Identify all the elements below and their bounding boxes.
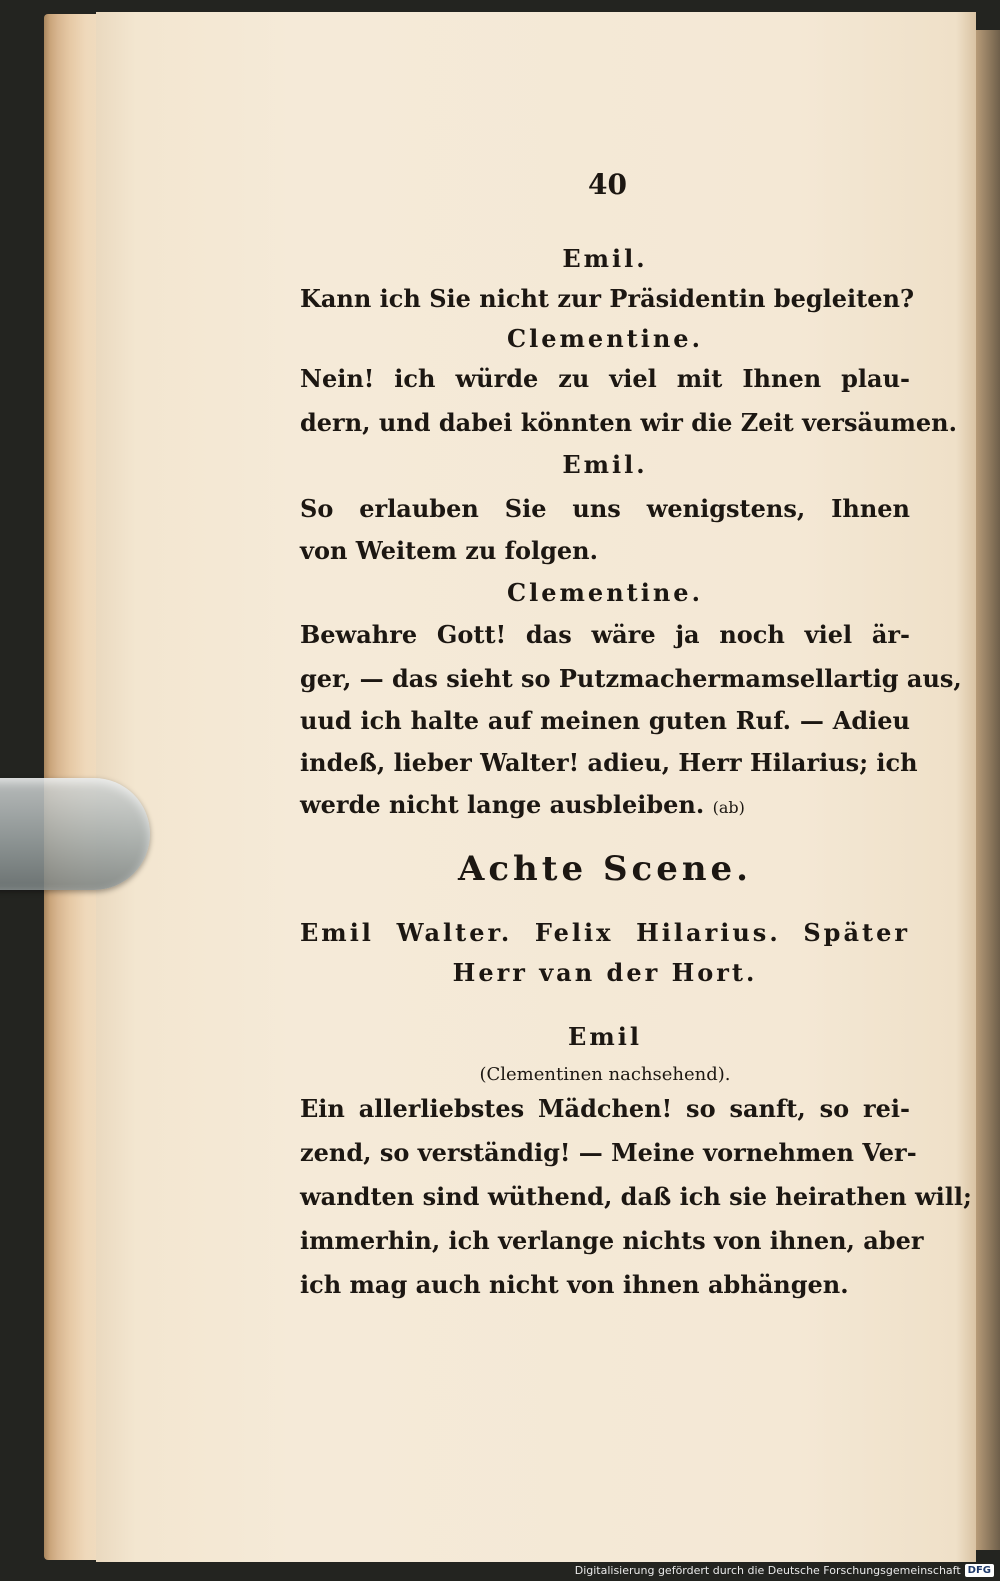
speech-line: von Weitem zu folgen. [300,536,598,565]
speaker-label: Clementine. [507,324,703,353]
dfg-logo: DFG [965,1564,994,1577]
scene-title: Achte Scene. [457,849,753,889]
book-gutter [976,30,1000,1550]
speech-line: indeß, lieber Walter! adieu, Herr Hilarius; ich [300,748,918,777]
credit-text: Digitalisierung gefördert durch die Deutsche Forschungsgemeinschaft [574,1564,961,1577]
speech-line: Nein! ich würde zu viel mit Ihnen plau- [300,364,910,393]
bookmark-strip [0,778,150,890]
speech-text: werde nicht lange ausbleiben. [300,790,705,819]
cast-list: Emil Walter. Felix Hilarius. Später [300,918,910,947]
speech-line: Ein allerliebstes Mädchen! so sanft, so rei- [300,1094,910,1123]
stage-direction: (ab) [712,798,745,817]
speech-line: ger, — das sieht so Putzmachermamsellartig aus, [300,664,962,693]
speaker-label: Emil [568,1022,642,1051]
speech-line: Kann ich Sie nicht zur Präsidentin begleiten? [300,284,915,313]
speech-line: wandten sind wüthend, daß ich sie heirathen will; [300,1182,972,1211]
page-number: 40 [588,168,627,201]
stage-direction: (Clementinen nachsehend). [479,1064,731,1085]
digitization-credit [575,1564,994,1577]
speech-line: immerhin, ich verlange nichts von ihnen, aber [300,1226,924,1255]
speech-line: zend, so verständig! — Meine vornehmen Ver- [300,1138,917,1167]
speaker-label: Clementine. [507,578,703,607]
speech-line: ich mag auch nicht von ihnen abhängen. [300,1270,849,1299]
speech-line: dern, und dabei könnten wir die Zeit versäumen. [300,408,957,437]
speech-line [300,790,910,823]
speech-line: So erlauben Sie uns wenigstens, Ihnen [300,494,910,523]
speech-line: Bewahre Gott! das wäre ja noch viel är- [300,620,910,649]
speech-line: uud ich halte auf meinen guten Ruf. — Adieu [300,706,910,735]
speaker-label: Emil. [562,244,648,273]
speaker-label: Emil. [562,450,648,479]
cast-list: Herr van der Hort. [452,958,758,987]
